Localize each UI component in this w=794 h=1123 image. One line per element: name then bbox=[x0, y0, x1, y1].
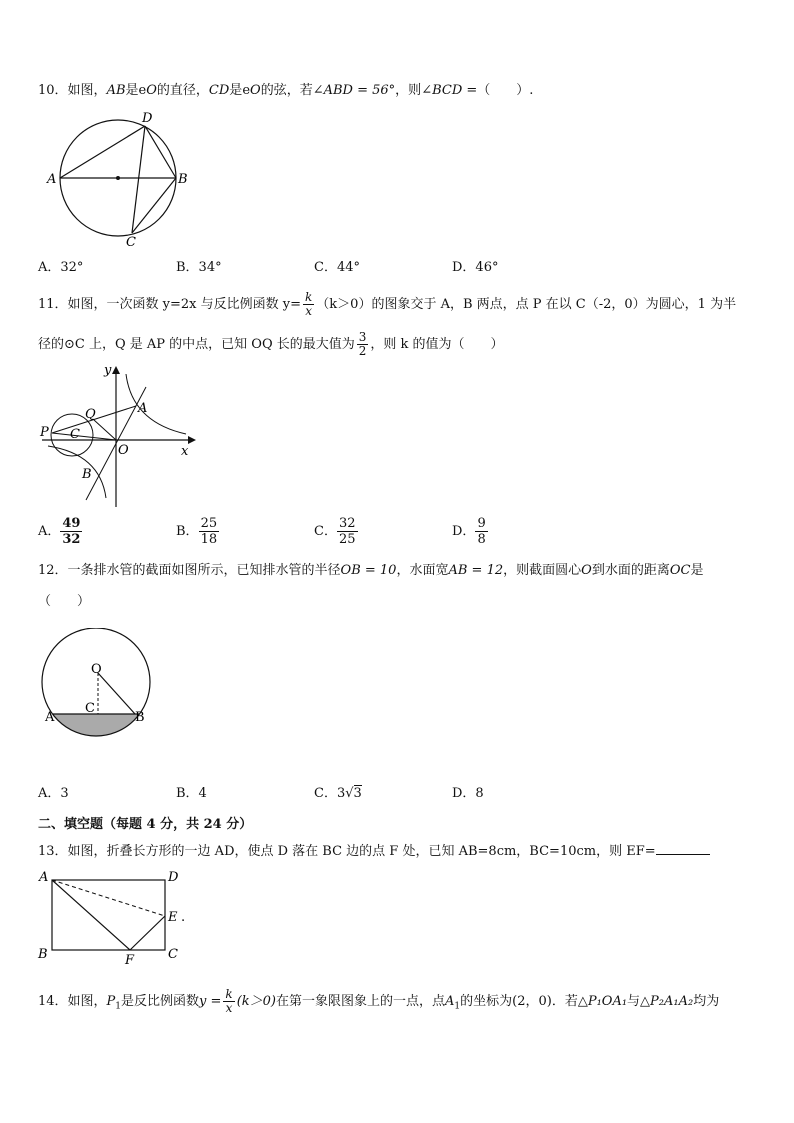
q11-label-b: B bbox=[82, 467, 92, 482]
q12-option-a: A．3 bbox=[38, 786, 69, 801]
q11-option-d: D． $\frac{9}{8}$ bbox=[452, 516, 486, 547]
q12-option-b: B．4 bbox=[176, 786, 207, 801]
q10-text: 10．如图，AB是eO的直径，CD是eO的弦，若∠ABD = 56°，则∠BCD =（ ）. bbox=[38, 83, 534, 98]
q11-label-y: y bbox=[104, 363, 112, 378]
q11-line1: 11．如图，一次函数 y=2x 与反比例函数 y= $\frac{k}{x}$ （k＞0）的图象交于 A，B 两点，点 P 在以 C（-2，0）为圆心，1 为半 bbox=[38, 290, 737, 318]
q10-label-b: B bbox=[178, 172, 188, 187]
q10-label-c: C bbox=[126, 235, 136, 250]
q11-label-p: P bbox=[40, 425, 49, 440]
q14-text: 14．如图，$P_1$是反比例函数y = $\frac{k}{x}$ (k＞0)在第一象限图象上的一点，点$A_1$的坐标为(2，0)．若△P₁OA₁与△P₂A₁A₂均为 bbox=[38, 987, 720, 1015]
q13-label-b: B bbox=[38, 947, 48, 962]
q11-label-q: Q bbox=[85, 407, 96, 422]
q13-text: 13．如图，折叠长方形的一边 AD，使点 D 落在 BC 边的点 F 处，已知 AB=8cm，BC=10cm，则 EF= bbox=[38, 842, 710, 861]
q10-figure bbox=[40, 110, 200, 250]
q13-answer-blank[interactable] bbox=[656, 842, 710, 855]
q10-option-b: B．34° bbox=[176, 260, 222, 275]
q11-label-o: O bbox=[118, 443, 129, 458]
q11-figure bbox=[36, 362, 206, 512]
q12-label-a: A bbox=[45, 710, 55, 725]
q11-option-b: B． $\frac{25}{18}$ bbox=[176, 516, 218, 547]
q12-option-c: C．3√3 bbox=[314, 786, 362, 801]
q13-figure bbox=[36, 868, 196, 968]
q12-line1: 12．一条排水管的截面如图所示，已知排水管的半径OB = 10，水面宽AB = 12，则截面圆心O到水面的距离OC是 bbox=[38, 563, 704, 578]
q10-option-c: C．44° bbox=[314, 260, 360, 275]
q13-label-f: F bbox=[125, 953, 135, 968]
q12-line2: （ ） bbox=[38, 594, 91, 609]
q10-option-d: D．46° bbox=[452, 260, 499, 275]
q13-label-dot: . bbox=[181, 910, 186, 925]
q13-label-d: D bbox=[168, 870, 179, 885]
q10-label-d: D bbox=[142, 111, 153, 126]
q12-figure bbox=[38, 628, 158, 748]
q12-label-c: C bbox=[85, 701, 95, 716]
q10-label-a: A bbox=[47, 172, 57, 187]
q12-label-b: B bbox=[135, 710, 145, 725]
q11-option-a: A． $\frac{49}{32}$ bbox=[38, 516, 81, 547]
q11-label-c: C bbox=[70, 427, 80, 442]
section2-title: 二、填空题（每题 4 分，共 24 分） bbox=[38, 817, 253, 832]
q12-label-o: O bbox=[91, 662, 102, 677]
q11-option-c: C． $\frac{32}{25}$ bbox=[314, 516, 356, 547]
q12-option-d: D．8 bbox=[452, 786, 484, 801]
q13-label-e: E bbox=[168, 910, 178, 925]
q13-label-c: C bbox=[168, 947, 178, 962]
q10-option-a: A．32° bbox=[38, 260, 84, 275]
q11-label-a: A bbox=[138, 401, 148, 416]
q11-line2: 径的⊙C 上，Q 是 AP 的中点，已知 OQ 长的最大值为 $\frac{3}{2}$ ，则 k 的值为（ ） bbox=[38, 330, 504, 358]
q13-label-a: A bbox=[39, 870, 49, 885]
q11-label-x: x bbox=[181, 444, 189, 459]
